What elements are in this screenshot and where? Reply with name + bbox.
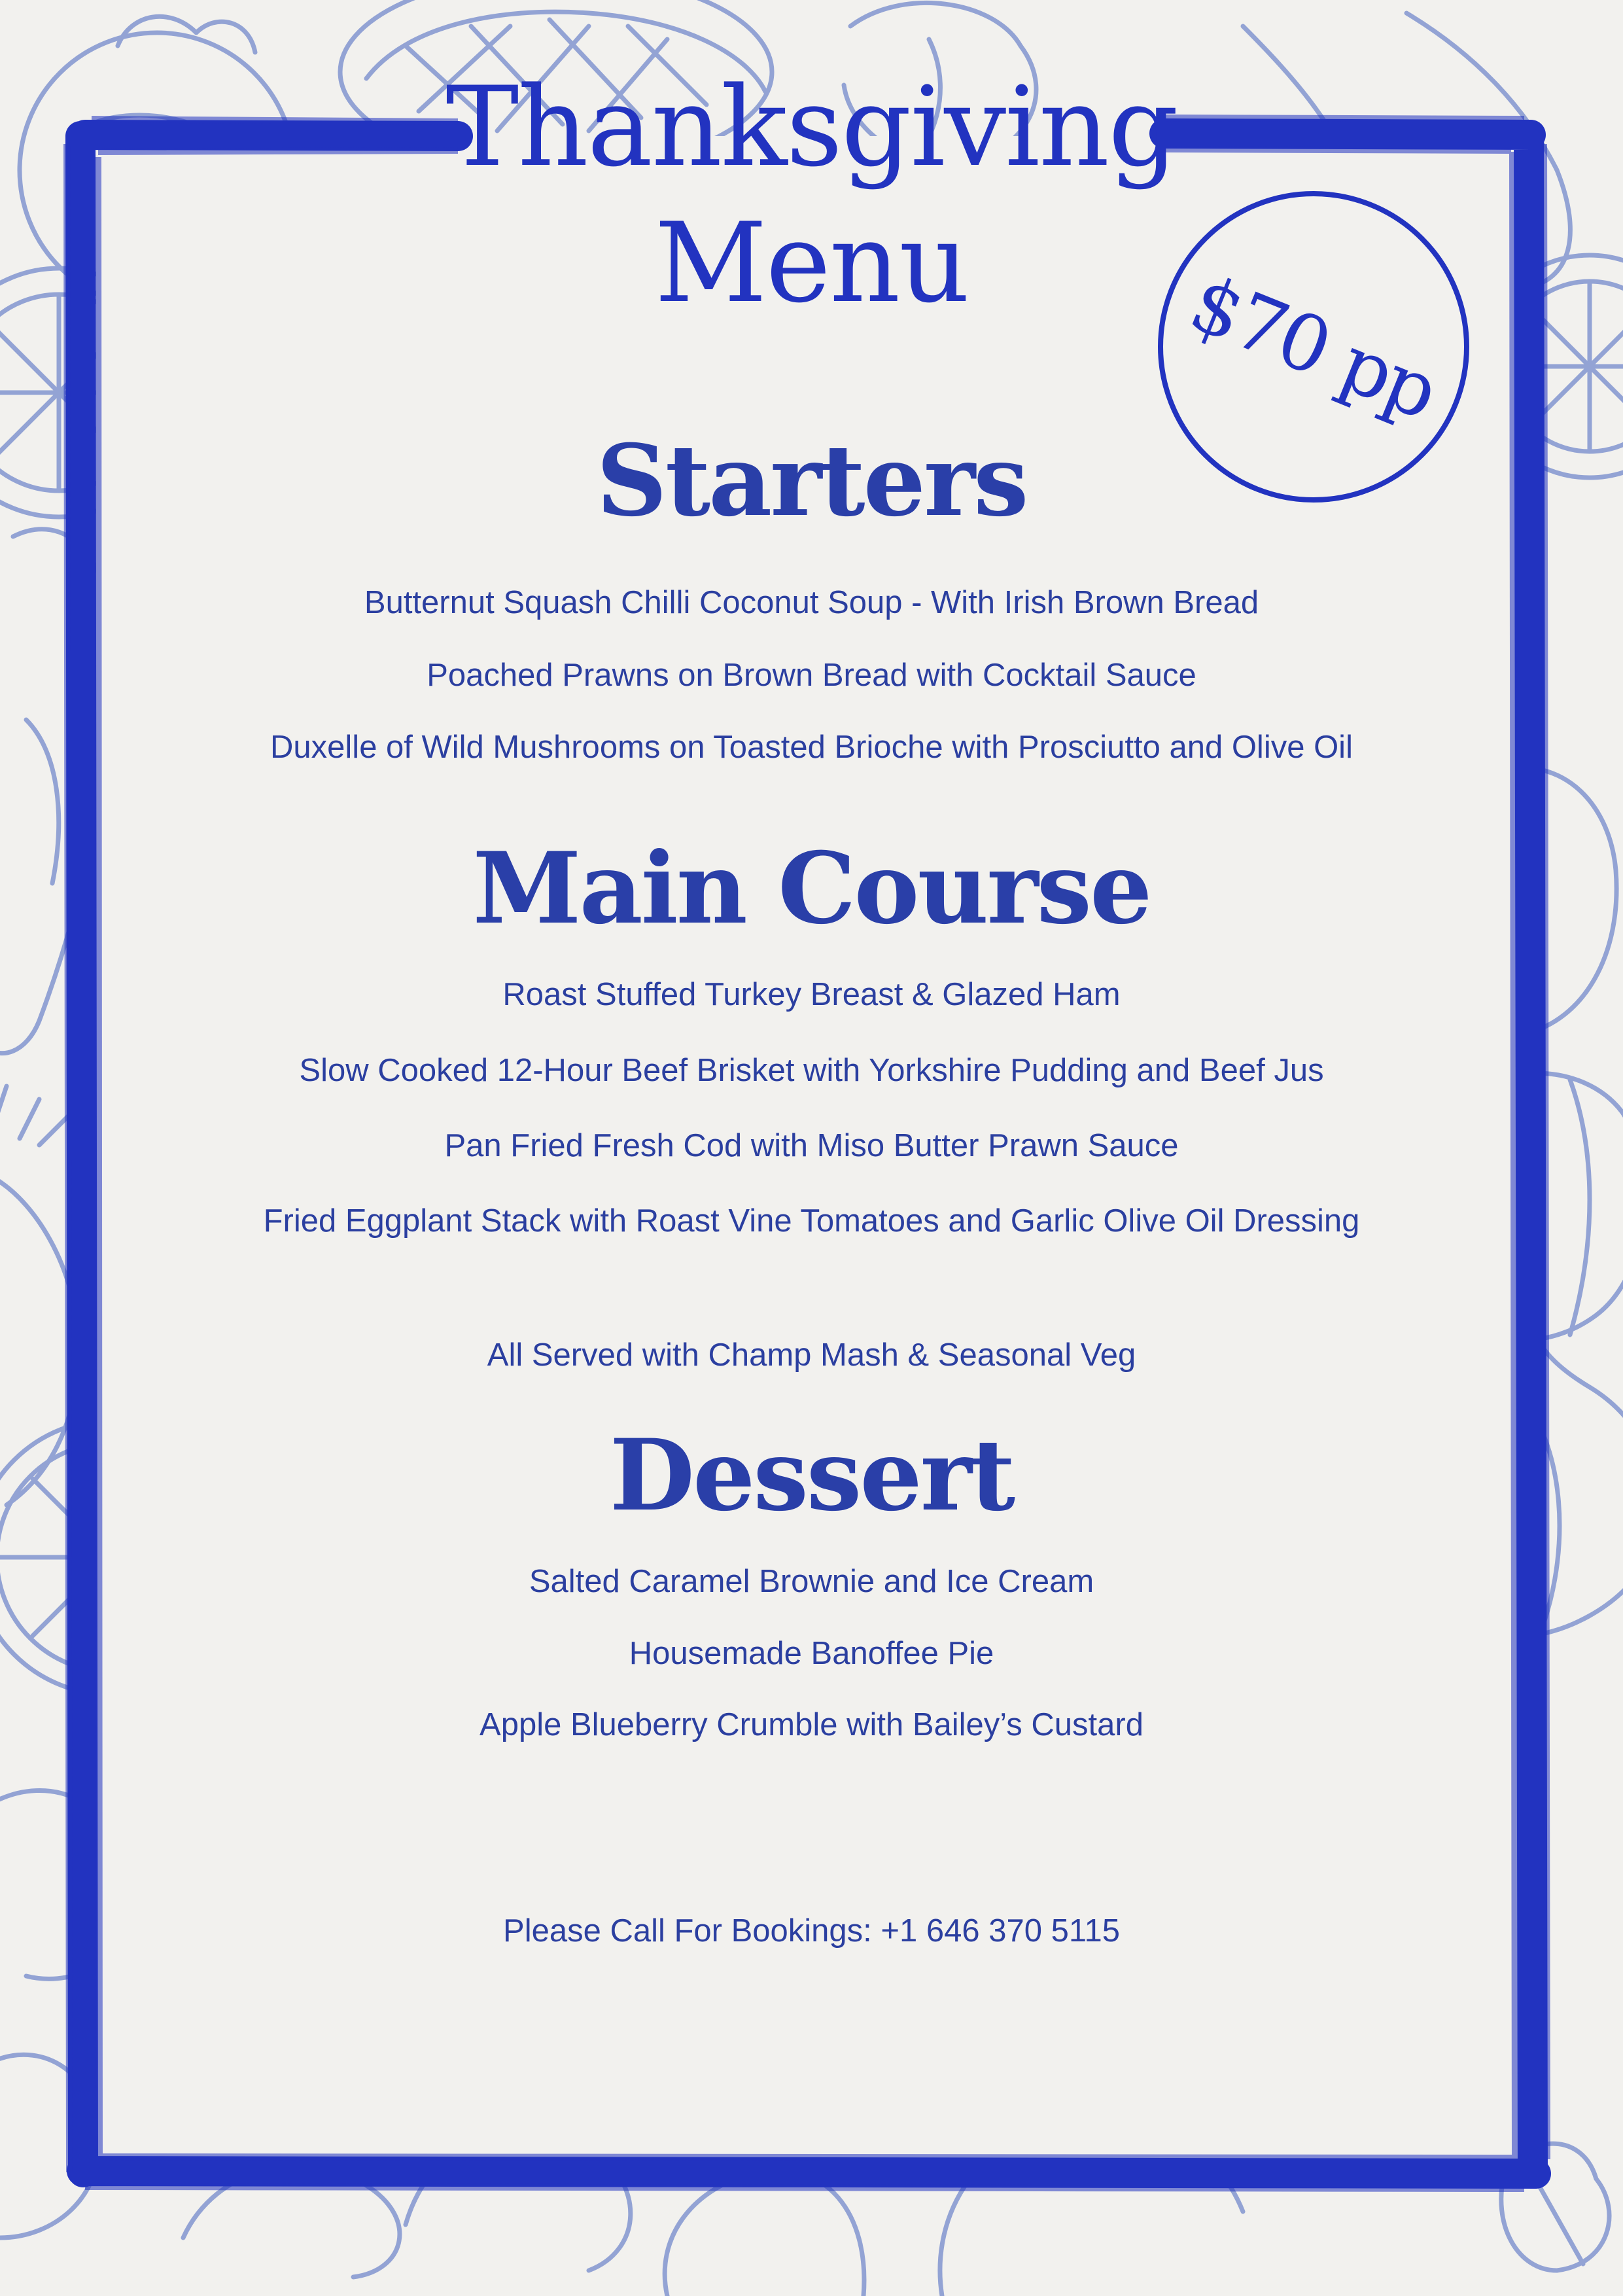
main-course-item: Roast Stuffed Turkey Breast & Glazed Ham	[502, 977, 1121, 1012]
title-line-1: Thanksgiving	[445, 63, 1178, 191]
main-course-item: Pan Fried Fresh Cod with Miso Butter Prawn Sauce	[444, 1128, 1179, 1163]
starters-heading: Starters	[596, 423, 1027, 539]
main-course-note: All Served with Champ Mash & Seasonal Veg	[487, 1337, 1136, 1373]
main-course-heading: Main Course	[472, 831, 1151, 946]
dessert-item: Apple Blueberry Crumble with Bailey’s Custard	[480, 1707, 1143, 1742]
title-line-2: Menu	[654, 199, 969, 327]
dessert-heading: Dessert	[609, 1418, 1014, 1533]
starter-item: Duxelle of Wild Mushrooms on Toasted Brioche with Prosciutto and Olive Oil	[270, 730, 1353, 765]
bookings-phone: Please Call For Bookings: +1 646 370 5115	[503, 1913, 1120, 1949]
starter-item: Poached Prawns on Brown Bread with Cocktail Sauce	[427, 658, 1196, 693]
starter-item: Butternut Squash Chilli Coconut Soup - With Irish Brown Bread	[364, 585, 1259, 620]
main-course-item: Fried Eggplant Stack with Roast Vine Tomatoes and Garlic Olive Oil Dressing	[263, 1203, 1360, 1239]
dessert-item: Housemade Banoffee Pie	[629, 1636, 994, 1671]
price-text: $70 pp	[1178, 257, 1449, 436]
dessert-item: Salted Caramel Brownie and Ice Cream	[529, 1564, 1094, 1599]
main-course-item: Slow Cooked 12-Hour Beef Brisket with Yorkshire Pudding and Beef Jus	[299, 1053, 1324, 1088]
